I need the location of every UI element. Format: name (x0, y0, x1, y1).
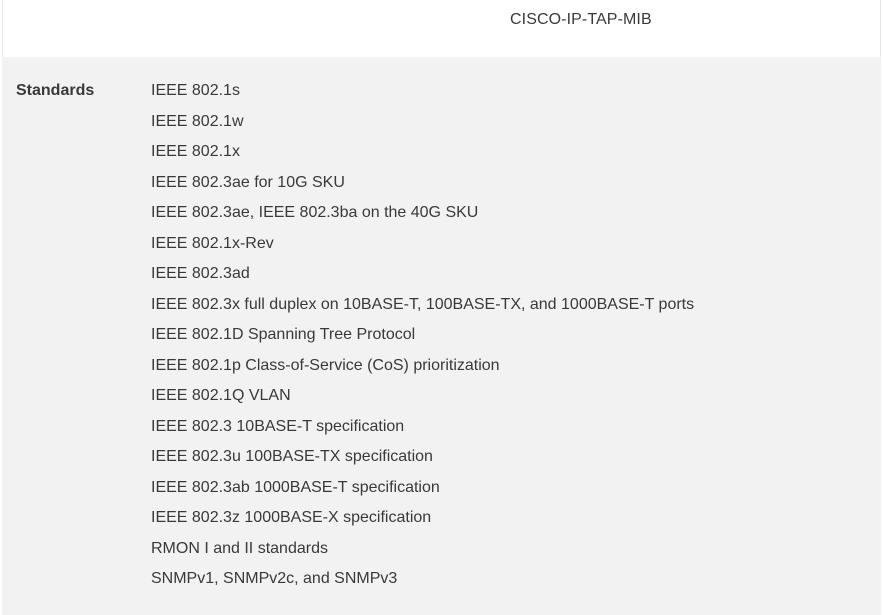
standard-item: IEEE 802.1p Class-of-Service (CoS) prioritization (151, 356, 500, 374)
standard-item: IEEE 802.3u 100BASE-TX specification (151, 448, 433, 465)
standard-item: IEEE 802.1Q VLAN (151, 387, 291, 404)
standard-item: IEEE 802.1s (151, 82, 240, 99)
standard-item: IEEE 802.1x-Rev (151, 234, 274, 252)
standard-item: IEEE 802.3z 1000BASE-X specification (151, 509, 432, 526)
standard-item: IEEE 802.3 10BASE-T specification (151, 417, 405, 435)
mib-value: CISCO-IP-TAP-MIB (510, 11, 652, 28)
standard-item: RMON I and II standards (151, 539, 328, 557)
standards-label: Standards (16, 82, 95, 99)
standard-item: IEEE 802.1D Spanning Tree Protocol (151, 326, 416, 343)
standards-row (2, 57, 881, 615)
standard-item: IEEE 802.3ae for 10G SKU (151, 173, 345, 191)
standards-list (151, 81, 694, 600)
standard-item: IEEE 802.3x full duplex on 10BASE-T, 100BASE-TX, and 1000BASE-T ports (151, 295, 695, 313)
standard-item: SNMPv1, SNMPv2c, and SNMPv3 (151, 570, 398, 587)
standard-item: IEEE 802.1x (151, 143, 240, 160)
mib-row (2, 0, 881, 57)
standard-item: IEEE 802.1w (151, 112, 244, 130)
standard-item: IEEE 802.3ab 1000BASE-T specification (151, 478, 440, 496)
standard-item: IEEE 802.3ae, IEEE 802.3ba on the 40G SKU (151, 204, 479, 221)
standard-item: IEEE 802.3ad (151, 265, 250, 282)
